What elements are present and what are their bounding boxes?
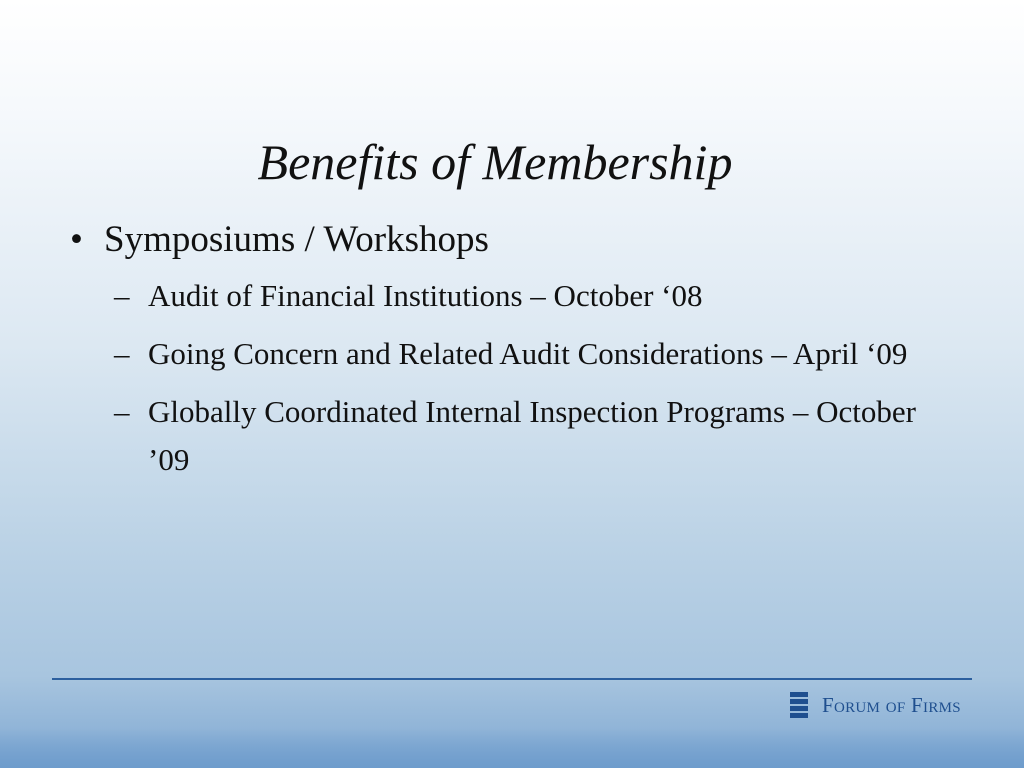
sub-bullet-text: Audit of Financial Institutions – October ‘08 [148, 278, 703, 313]
sub-bullet-text: Globally Coordinated Internal Inspection Programs – October ’09 [148, 394, 916, 477]
sub-bullet-item [70, 388, 950, 484]
footer-divider [52, 678, 972, 680]
sub-bullet-marker: – [114, 336, 130, 371]
sub-bullet-marker: – [114, 394, 130, 429]
sub-bullet-item [70, 330, 950, 378]
bullet-list [70, 216, 950, 494]
forum-of-firms-logo [790, 690, 961, 720]
stacked-bars-icon [790, 692, 808, 719]
bullet-item [70, 216, 950, 264]
logo-text: Forum of Firms [822, 692, 961, 717]
slide-title: Benefits of Membership [257, 134, 733, 190]
sub-bullet-item [70, 272, 950, 320]
bullet-marker: • [70, 219, 83, 260]
bullet-text: Symposiums / Workshops [104, 219, 489, 260]
bottom-gradient-band [0, 728, 1024, 768]
sub-bullet-text: Going Concern and Related Audit Considerations – April ‘09 [148, 336, 908, 371]
sub-bullet-marker: – [114, 278, 130, 313]
